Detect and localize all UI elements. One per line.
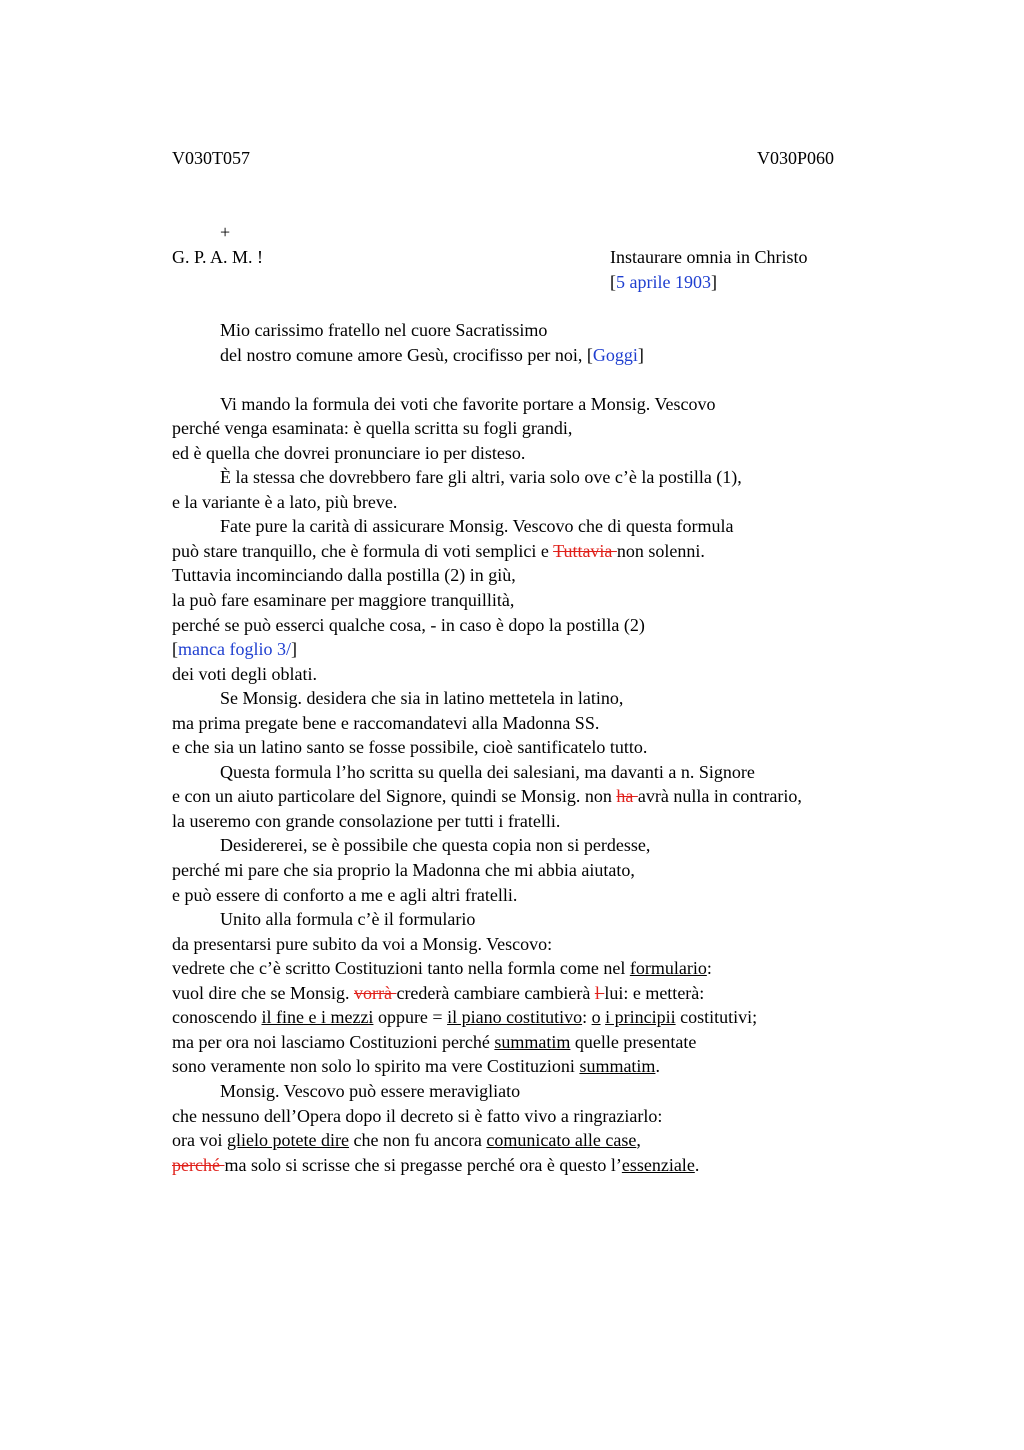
- underlined-word: summatim: [579, 1056, 656, 1077]
- text-run: .: [694, 1154, 700, 1175]
- body-line: [172, 539, 952, 564]
- body-line: [172, 784, 952, 809]
- body-line: e che sia un latino santo se fosse possibile, cioè santificatelo tutto.: [172, 737, 648, 758]
- body-line: da presentarsi pure subito da voi a Monsig. Vescovo:: [172, 933, 553, 954]
- missing-page-note: manca foglio 3/: [178, 639, 291, 660]
- body-line: e la variante è a lato, più breve.: [172, 491, 398, 512]
- underlined-phrase: i principii: [605, 1007, 676, 1028]
- text-run: oppure =: [373, 1007, 448, 1028]
- underlined-word: essenziale: [621, 1154, 695, 1175]
- text-run: :: [706, 958, 712, 979]
- body-line: Unito alla formula c’è il formulario: [220, 909, 476, 930]
- text-run: e con un aiuto particolare del Signore, quindi se Monsig. non: [172, 786, 617, 807]
- document-code-left: V030T057: [172, 148, 250, 168]
- text-run: conoscendo: [172, 1007, 262, 1028]
- text-run: che non fu ancora: [348, 1130, 487, 1151]
- body-line: che nessuno dell’Opera dopo il decreto si è fatto vivo a ringraziarlo:: [172, 1105, 663, 1126]
- body-line: Tuttavia incominciando dalla postilla (2) in giù,: [172, 565, 516, 586]
- body-line: Monsig. Vescovo può essere meravigliato: [220, 1080, 521, 1101]
- body-line: [172, 1054, 952, 1079]
- letter-date: [5 aprile 1903]: [610, 272, 717, 292]
- body-line: [172, 1030, 952, 1055]
- document-code-right: V030P060: [757, 148, 835, 168]
- body-line: [172, 981, 952, 1006]
- underlined-phrase: comunicato alle case: [486, 1130, 637, 1151]
- text-run: vedrete che c’è scritto Costituzioni tanto nella formla come nel: [172, 958, 630, 979]
- deleted-word: vorrà: [353, 982, 397, 1003]
- body-line: la può fare esaminare per maggiore tranquillità,: [172, 590, 515, 611]
- body-line: [172, 956, 952, 981]
- text-run: ma solo si scrisse che si pregasse perché ora è questo l’: [224, 1154, 622, 1175]
- body-line: Questa formula l’ho scritta su quella dei salesiani, ma davanti a n. Signore: [220, 761, 755, 782]
- paragraph-gap: [172, 367, 952, 392]
- text-run: non solenni.: [616, 540, 705, 561]
- underlined-phrase: glielo potete dire: [226, 1130, 349, 1151]
- body-line: la useremo con grande consolazione per tutti i fratelli.: [172, 810, 561, 831]
- underlined-word: formulario: [629, 958, 707, 979]
- underlined-word: o: [591, 1007, 601, 1028]
- text-run: può stare tranquillo, che è formula di voti semplici e: [172, 540, 554, 561]
- editorial-note-line: [manca foglio 3/]: [172, 639, 297, 660]
- body-line: perché se può esserci qualche cosa, - in caso è dopo la postilla (2): [172, 614, 645, 635]
- body-line: Vi mando la formula dei voti che favorite portare a Monsig. Vescovo: [220, 393, 716, 414]
- cross-symbol: +: [220, 222, 231, 242]
- text-run: quelle presentate: [570, 1031, 697, 1052]
- body-line: È la stessa che dovrebbero fare gli altri, varia solo ove c’è la postilla (1),: [220, 467, 742, 488]
- text-run: ,: [636, 1130, 641, 1151]
- recipient-note: Goggi: [592, 344, 638, 365]
- text-run: sono veramente non solo lo spirito ma vere Costituzioni: [172, 1056, 580, 1077]
- text-run: :: [582, 1007, 592, 1028]
- underlined-phrase: il piano costitutivo: [447, 1007, 583, 1028]
- salutation-line-2: del nostro comune amore Gesù, crocifisso per noi, [Goggi]: [220, 344, 644, 365]
- text-run: ora voi: [172, 1130, 227, 1151]
- deleted-word: l: [594, 982, 605, 1003]
- body-line: Se Monsig. desidera che sia in latino mettetela in latino,: [220, 688, 624, 709]
- text-run: ma per ora noi lasciamo Costituzioni perché: [172, 1031, 495, 1052]
- underlined-phrase: il fine e i mezzi: [261, 1007, 374, 1028]
- body-line: perché venga esaminata: è quella scritta su fogli grandi,: [172, 418, 573, 439]
- date-note: 5 aprile 1903: [616, 272, 711, 292]
- initials-heading: G. P. A. M. !: [172, 247, 264, 267]
- body-line: Fate pure la carità di assicurare Monsig. Vescovo che di questa formula: [220, 516, 734, 537]
- text-run: .: [655, 1056, 660, 1077]
- text-run: costitutivi;: [675, 1007, 758, 1028]
- body-line: Desidererei, se è possibile che questa copia non si perdesse,: [220, 835, 651, 856]
- deleted-word: Tuttavia: [553, 540, 617, 561]
- body-line: [172, 1005, 952, 1030]
- body-line: [172, 1128, 952, 1153]
- text-run: crederà cambiare cambierà: [396, 982, 595, 1003]
- salutation-text: del nostro comune amore Gesù, crocifisso per noi,: [220, 344, 587, 365]
- salutation-line-1: Mio carissimo fratello nel cuore Sacratissimo: [220, 320, 548, 340]
- text-run: lui: e metterà:: [604, 982, 705, 1003]
- text-run: vuol dire che se Monsig.: [172, 982, 354, 1003]
- text-run: avrà nulla in contrario,: [637, 786, 802, 807]
- body-line: e può essere di conforto a me e agli altri fratelli.: [172, 884, 518, 905]
- underlined-word: summatim: [494, 1031, 571, 1052]
- body-line: ed è quella che dovrei pronunciare io per disteso.: [172, 442, 526, 463]
- body-line: ma prima pregate bene e raccomandatevi alla Madonna SS.: [172, 712, 600, 733]
- body-line: dei voti degli oblati.: [172, 663, 317, 684]
- letter-body: [172, 318, 952, 1177]
- body-line: [172, 1153, 952, 1178]
- body-line: perché mi pare che sia proprio la Madonna che mi abbia aiutato,: [172, 860, 635, 881]
- deleted-word: ha: [616, 786, 638, 807]
- deleted-word: perché: [172, 1154, 225, 1175]
- motto: Instaurare omnia in Christo: [610, 247, 808, 267]
